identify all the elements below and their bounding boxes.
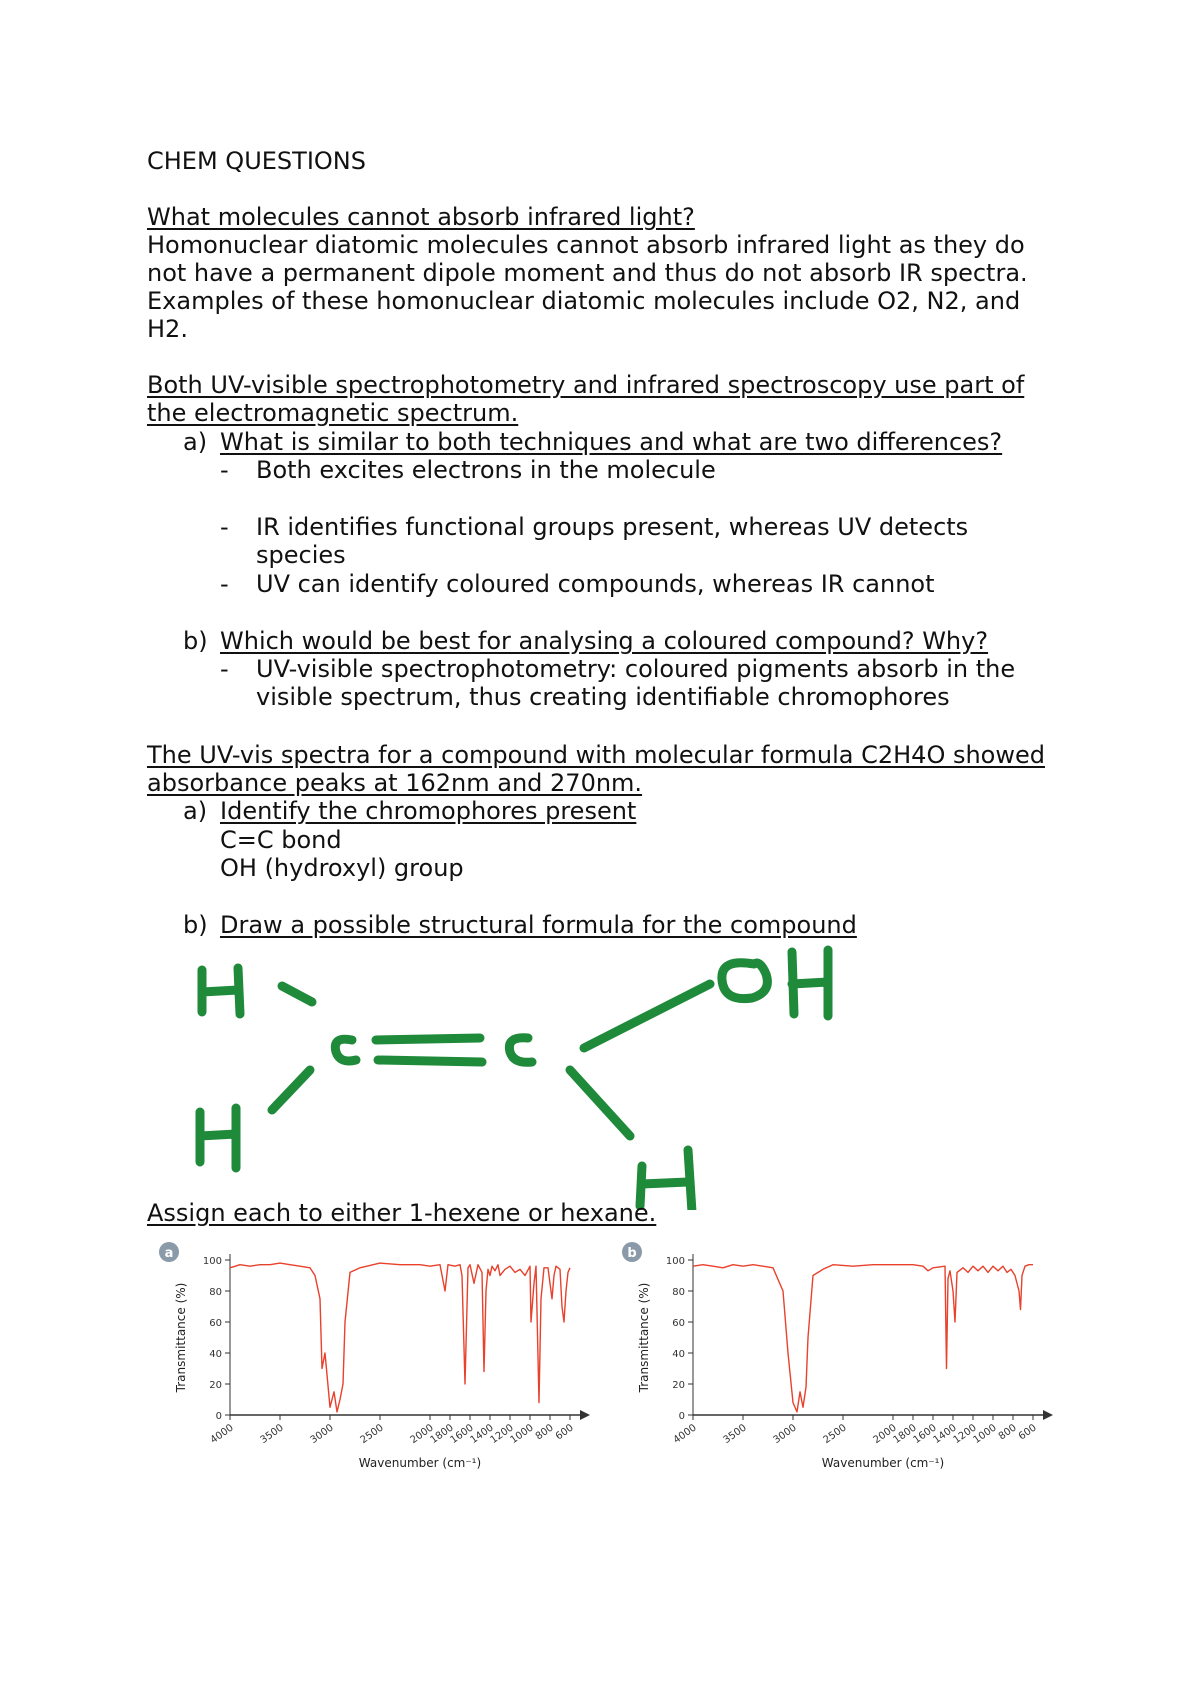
y-tick-label: 80: [672, 1287, 685, 1298]
q3-question-line: The UV-vis spectra for a compound with molecular formula C2H4O showed: [147, 741, 1045, 769]
q2a-bullet-continuation: species: [256, 541, 346, 569]
x-tick-label: 600: [1016, 1422, 1039, 1443]
q1-answer-line: Homonuclear diatomic molecules cannot absorb infrared light as they do: [147, 231, 1025, 259]
bond-c2-h-bottom-right: [570, 1070, 630, 1136]
x-tick-label: 1000: [971, 1422, 999, 1447]
x-tick-label: 4000: [208, 1422, 236, 1447]
x-axis-arrow: [1043, 1410, 1053, 1420]
q2a-question: What is similar to both techniques and what are two differences?: [220, 428, 1003, 456]
x-tick-label: 600: [553, 1422, 576, 1443]
q3b-marker: b): [183, 911, 208, 939]
q2-question-line: the electromagnetic spectrum.: [147, 399, 519, 427]
q1-question: What molecules cannot absorb infrared light?: [147, 203, 695, 231]
y-tick-label: 0: [678, 1411, 685, 1422]
q1-answer-line: not have a permanent dipole moment and thus do not absorb IR spectra.: [147, 259, 1028, 287]
q4-question: Assign each to either 1-hexene or hexane.: [147, 1199, 657, 1227]
x-tick-label: 4000: [671, 1422, 699, 1447]
x-tick-label: 3000: [771, 1422, 799, 1447]
q3b-question: Draw a possible structural formula for the compound: [220, 911, 857, 939]
q2a-bullet: UV can identify coloured compounds, whereas IR cannot: [256, 570, 935, 598]
y-tick-label: 20: [672, 1380, 685, 1391]
y-tick-label: 0: [215, 1411, 222, 1422]
q2b-marker: b): [183, 627, 208, 655]
x-tick-label: 1200: [951, 1422, 979, 1447]
spectrum-line: [693, 1265, 1033, 1412]
x-tick-label: 2000: [871, 1422, 899, 1447]
y-tick-label: 40: [672, 1349, 685, 1360]
chart-svg: [618, 1240, 1078, 1480]
double-bond: [376, 1038, 482, 1062]
x-tick-label: 3000: [308, 1422, 336, 1447]
bullet-dash: -: [220, 456, 229, 484]
x-tick-label: 1000: [508, 1422, 536, 1447]
q2b-bullet-continuation: visible spectrum, thus creating identifiable chromophores: [256, 683, 950, 711]
q3-question-line: absorbance peaks at 162nm and 270nm.: [147, 769, 643, 797]
ir-spectrum-b: [618, 1240, 1078, 1480]
q3a-marker: a): [183, 797, 208, 825]
structural-formula-drawing: [180, 940, 840, 1210]
q3a-answer: OH (hydroxyl) group: [220, 854, 464, 882]
q1-answer-line: Examples of these homonuclear diatomic molecules include O2, N2, and: [147, 287, 1021, 315]
c2-label: [509, 1038, 532, 1063]
x-axis-label: Wavenumber (cm⁻¹): [358, 1456, 482, 1470]
q1-answer-line: H2.: [147, 315, 188, 343]
y-tick-label: 100: [202, 1256, 222, 1267]
y-axis-label: Transmittance (%): [637, 1282, 651, 1393]
chart-badge-label: a: [164, 1246, 174, 1261]
c1-label: [335, 1039, 356, 1061]
x-tick-label: 1800: [891, 1422, 919, 1447]
bullet-dash: -: [220, 655, 229, 683]
oh-label: [722, 950, 828, 1016]
q2b-bullet: UV-visible spectrophotometry: coloured pigments absorb in the: [256, 655, 1016, 683]
q3a-answer: C=C bond: [220, 826, 342, 854]
x-tick-label: 800: [996, 1422, 1019, 1443]
bullet-dash: -: [220, 570, 229, 598]
x-tick-label: 1400: [468, 1422, 496, 1447]
q2a-marker: a): [183, 428, 208, 456]
x-tick-label: 2500: [358, 1422, 386, 1447]
y-tick-label: 40: [209, 1349, 222, 1360]
x-tick-label: 3500: [258, 1422, 286, 1447]
spectrum-line: [230, 1263, 570, 1412]
x-tick-label: 800: [533, 1422, 556, 1443]
y-tick-label: 100: [665, 1256, 685, 1267]
h-bottom-label: [200, 1108, 236, 1168]
x-tick-label: 1600: [911, 1422, 939, 1447]
doc-title: CHEM QUESTIONS: [147, 147, 366, 175]
ir-spectrum-a: [155, 1240, 615, 1480]
x-tick-label: 2000: [408, 1422, 436, 1447]
x-axis-label: Wavenumber (cm⁻¹): [821, 1456, 945, 1470]
y-tick-label: 60: [672, 1318, 685, 1329]
q2a-bullet: IR identifies functional groups present, whereas UV detects: [256, 513, 969, 541]
q2b-question: Which would be best for analysing a coloured compound? Why?: [220, 627, 989, 655]
y-tick-label: 80: [209, 1287, 222, 1298]
y-tick-label: 60: [209, 1318, 222, 1329]
y-axis-label: Transmittance (%): [174, 1282, 188, 1393]
x-tick-label: 1800: [428, 1422, 456, 1447]
chart-badge-label: b: [627, 1246, 637, 1261]
x-tick-label: 2500: [821, 1422, 849, 1447]
bond-c2-oh: [584, 984, 710, 1048]
chart-svg: [155, 1240, 615, 1480]
q3a-question: Identify the chromophores present: [220, 797, 637, 825]
x-tick-label: 1600: [448, 1422, 476, 1447]
x-tick-label: 1400: [931, 1422, 959, 1447]
bond-h-top-c1: [282, 986, 312, 1002]
y-tick-label: 20: [209, 1380, 222, 1391]
x-tick-label: 3500: [721, 1422, 749, 1447]
h-top-label: [202, 968, 240, 1014]
bond-h-bottom-c1: [272, 1070, 310, 1110]
q2-question-line: Both UV-visible spectrophotometry and infrared spectroscopy use part of: [147, 371, 1025, 399]
x-tick-label: 1200: [488, 1422, 516, 1447]
bullet-dash: -: [220, 513, 229, 541]
q2a-bullet: Both excites electrons in the molecule: [256, 456, 716, 484]
x-axis-arrow: [580, 1410, 590, 1420]
